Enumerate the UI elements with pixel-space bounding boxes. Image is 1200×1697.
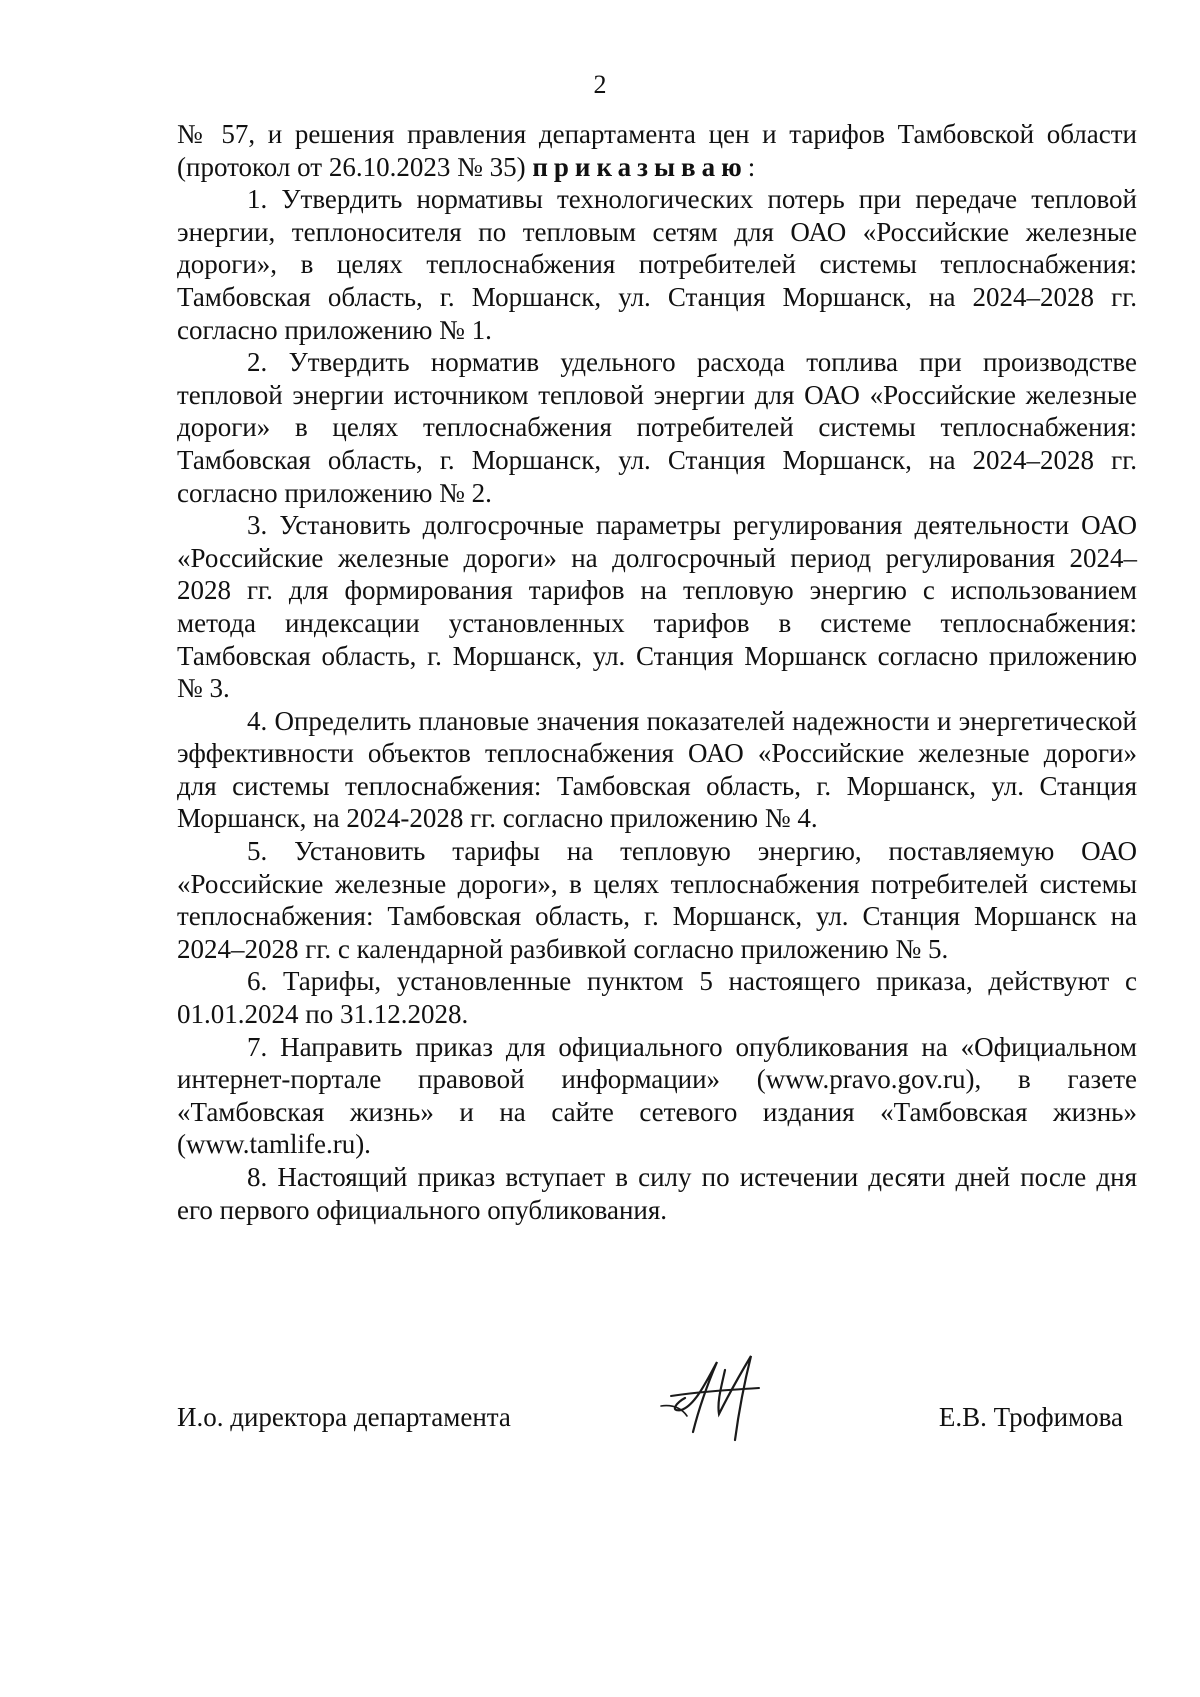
order-item-3: 3. Установить долгосрочные параметры регулирования деятельности ОАО «Российские железные дороги» на долгосрочный период регулирования 2024–2028 гг. для формирования тарифов на тепловую энергию с использованием метода индексации установленных тарифов в системе теплоснабжения: Тамбовская область, г. Моршанск, ул. Станция Моршанск согласно приложению № 3. bbox=[177, 510, 1137, 704]
page-number: 2 bbox=[593, 70, 607, 99]
intro-colon: : bbox=[747, 151, 756, 182]
order-item-6: 6. Тарифы, установленные пунктом 5 настоящего приказа, действуют с 01.01.2024 по 31.12.2028. bbox=[177, 966, 1137, 1030]
signatory-name: Е.В. Трофимова bbox=[938, 1402, 1123, 1432]
signatory-position: И.о. директора департамента bbox=[177, 1402, 511, 1432]
intro-text: № 57, и решения правления департамента цен и тарифов Тамбовской области (протокол от 26.10.2023 № 35) bbox=[177, 119, 1137, 182]
document-body bbox=[177, 118, 1137, 1226]
order-item-1: 1. Утвердить нормативы технологических потерь при передаче тепловой энергии, теплоносителя по тепловым сетям для ОАО «Российские железные дороги», в целях теплоснабжения потребителей системы теплоснабжения: Тамбовская область, г. Моршанск, ул. Станция Моршанск, на 2024–2028 гг. согласно приложению № 1. bbox=[177, 184, 1137, 345]
handwritten-signature bbox=[647, 1340, 777, 1450]
order-item-2: 2. Утвердить норматив удельного расхода топлива при производстве тепловой энергии источником тепловой энергии для ОАО «Российские железные дороги» в целях теплоснабжения потребителей системы теплоснабжения: Тамбовская область, г. Моршанск, ул. Станция Моршанск, на 2024–2028 гг. согласно приложению № 2. bbox=[177, 347, 1137, 508]
order-item-8: 8. Настоящий приказ вступает в силу по истечении десяти дней после дня его первого официального опубликования. bbox=[177, 1162, 1137, 1225]
order-item-4: 4. Определить плановые значения показателей надежности и энергетической эффективности объектов теплоснабжения ОАО «Российские железные дороги» для системы теплоснабжения: Тамбовская область, г. Моршанск, ул. Станция Моршанск, на 2024-2028 гг. согласно приложению № 4. bbox=[177, 705, 1137, 834]
order-item-5: 5. Установить тарифы на тепловую энергию, поставляемую ОАО «Российские железные дороги», в целях теплоснабжения потребителей системы теплоснабжения: Тамбовская область, г. Моршанск, ул. Станция Моршанск на 2024–2028 гг. с календарной разбивкой согласно приложению № 5. bbox=[177, 836, 1137, 964]
signature-block bbox=[177, 1380, 1137, 1470]
intro-paragraph bbox=[177, 118, 1137, 183]
order-item-7: 7. Направить приказ для официального опубликования на «Официальном интернет-портале правовой информации» (www.pravo.gov.ru), в газете «Тамбовская жизнь» и на сайте сетевого издания «Тамбовская жизнь» (www.tamlife.ru). bbox=[177, 1031, 1137, 1160]
order-word: приказываю bbox=[532, 151, 748, 182]
